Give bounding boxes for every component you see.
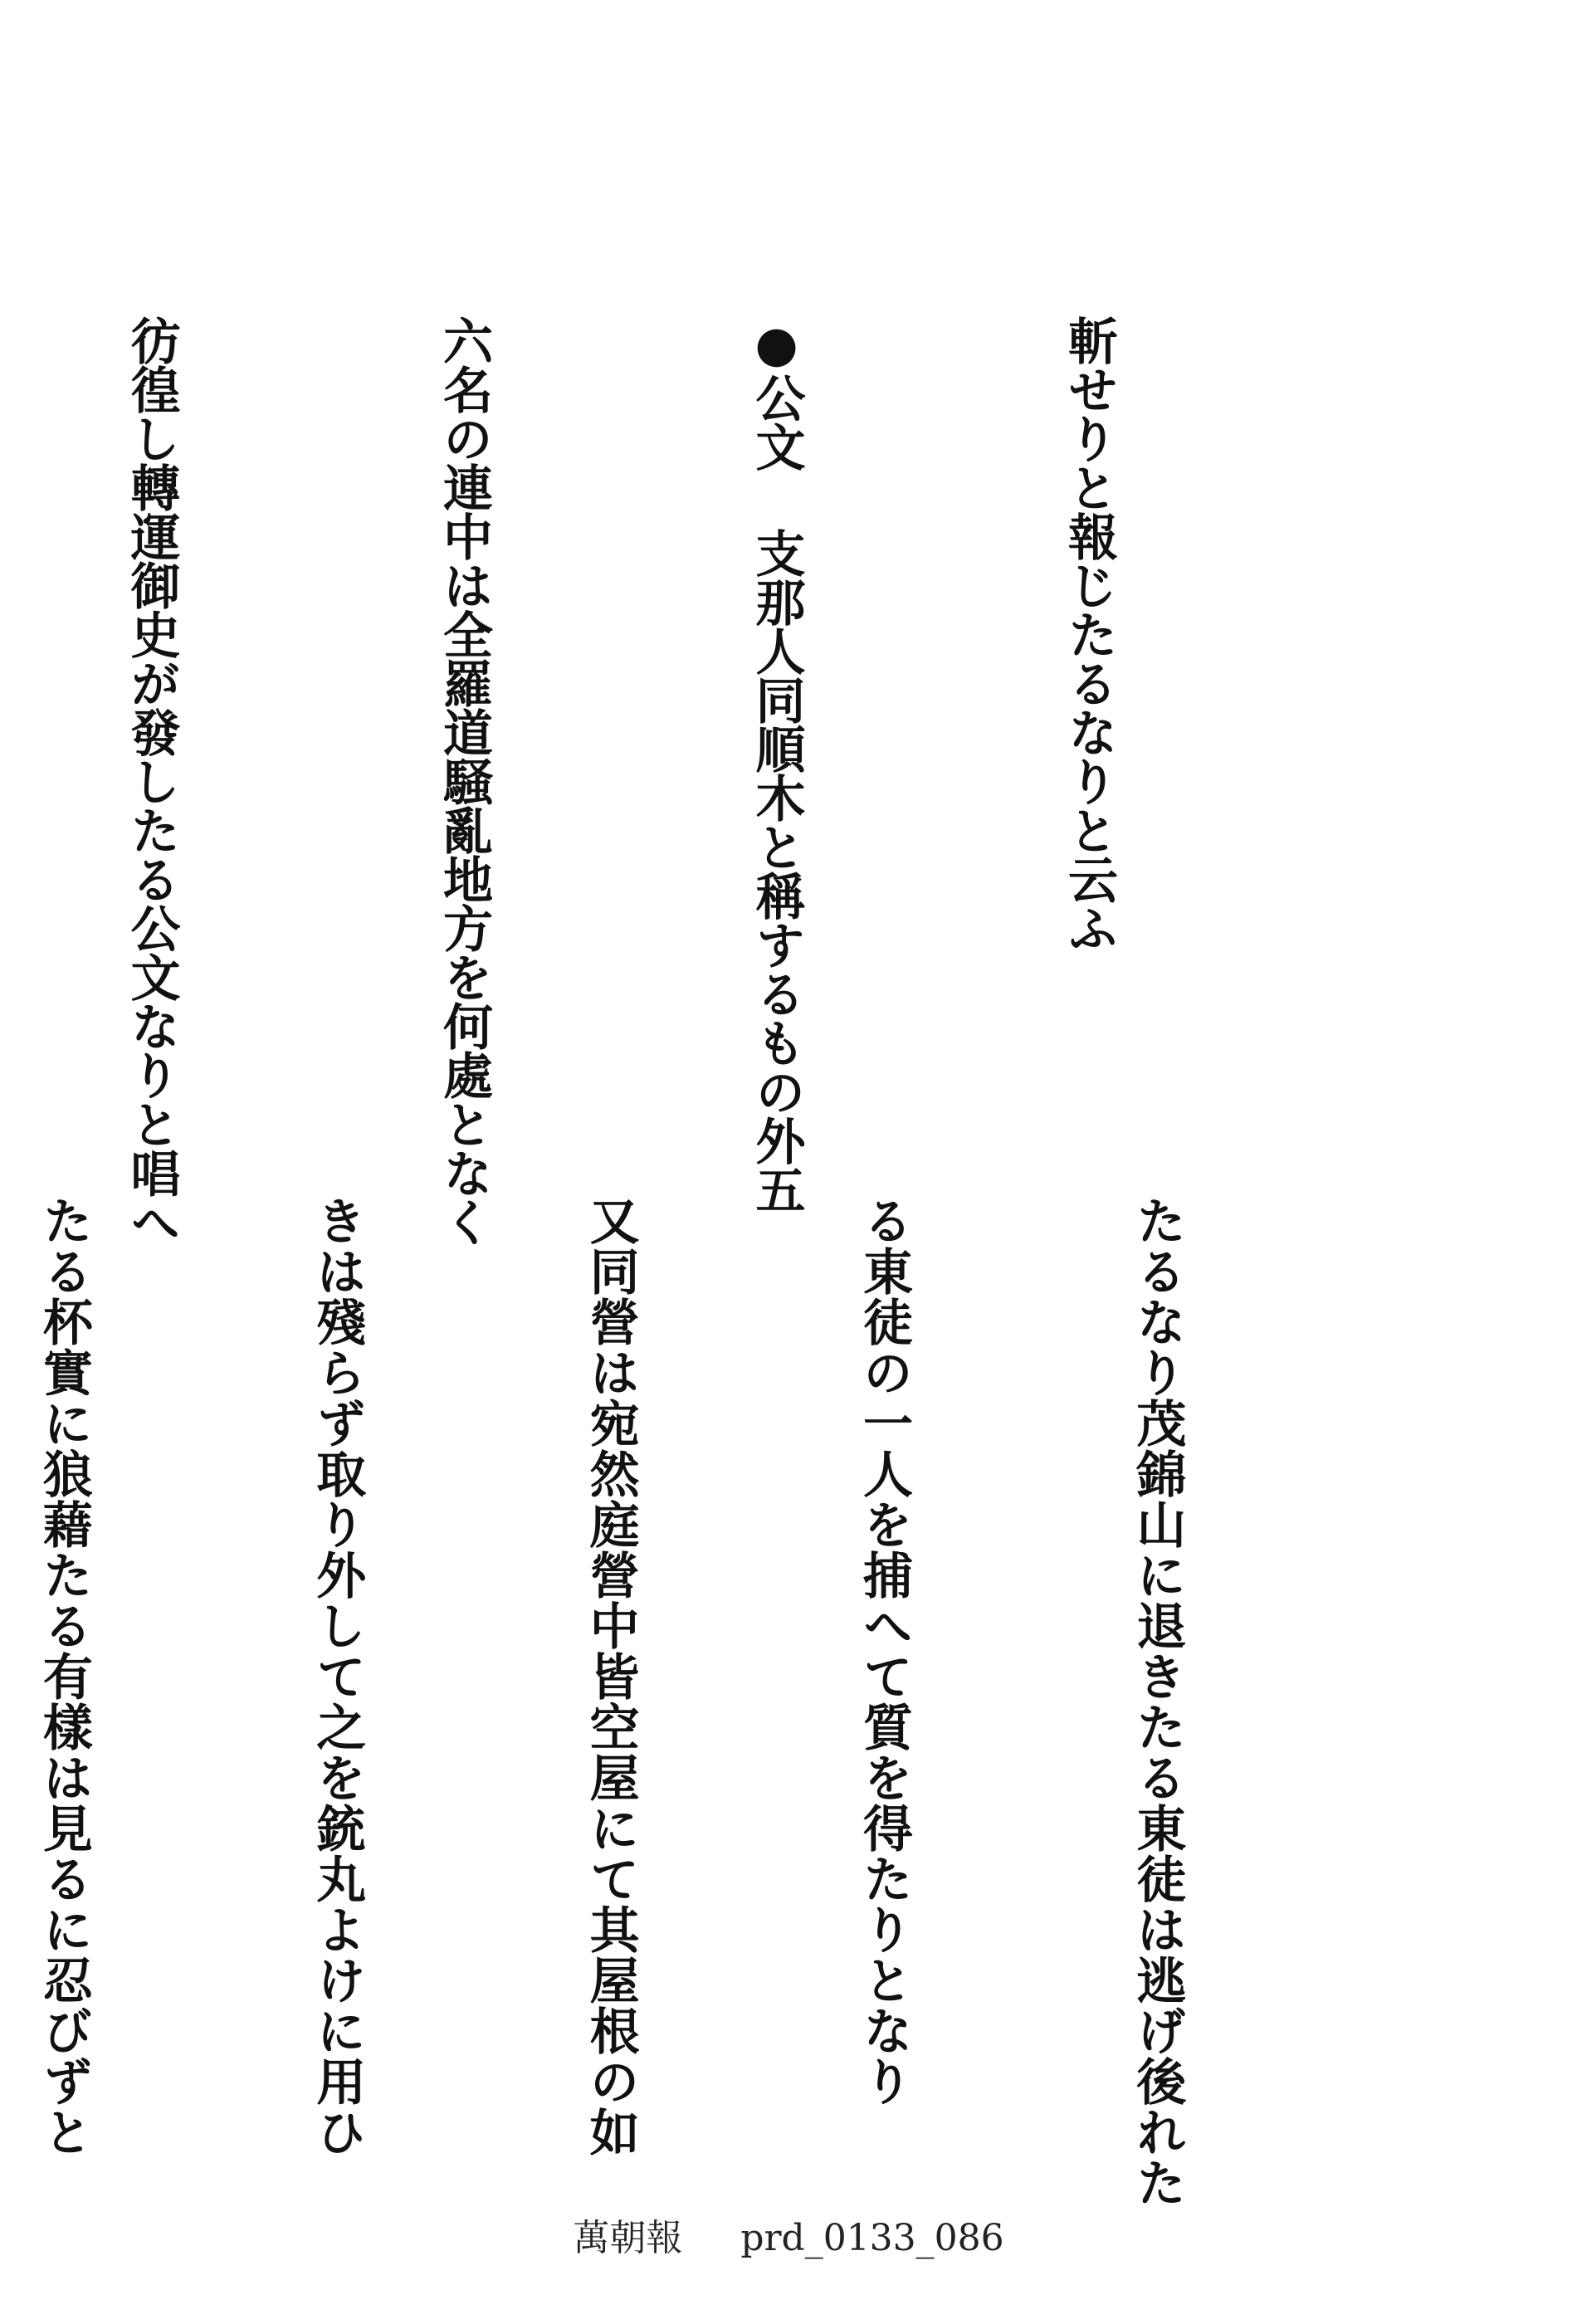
text-column: きは殘らず取り外して之を銃丸よけに用ひ [308, 1195, 367, 2157]
text-column: る東徒の一人を捕へて質を得たりとなり [855, 1195, 914, 2107]
text-column: 六名の連中は全羅道騒亂地方を何處となく [435, 315, 493, 1246]
text-column: 彷徨し轉運御史が發したる公文なりと唱へ [122, 315, 181, 1246]
text-column: たる杯實に狼藉たる有樣は見るに忍びずと [34, 1195, 93, 2157]
upper-article-block [122, 315, 1349, 1246]
lower-article-block [34, 1195, 1384, 2208]
text-column: 斬せりと報じたるなりと云ふ [1060, 315, 1118, 952]
publication-name: 萬朝報 [573, 2217, 683, 2259]
page-footer [0, 2208, 1577, 2261]
text-column: 又同營は宛然庭營中皆空屋にて其屋根の如 [581, 1195, 640, 2157]
text-column: たるなり茂錦山に退きたる東徒は逃げ後れた [1128, 1195, 1187, 2208]
text-column: ●公文 支那人同順木と稱するもの外五 [747, 315, 806, 1213]
page-id: prd_0133_086 [740, 2217, 1004, 2259]
